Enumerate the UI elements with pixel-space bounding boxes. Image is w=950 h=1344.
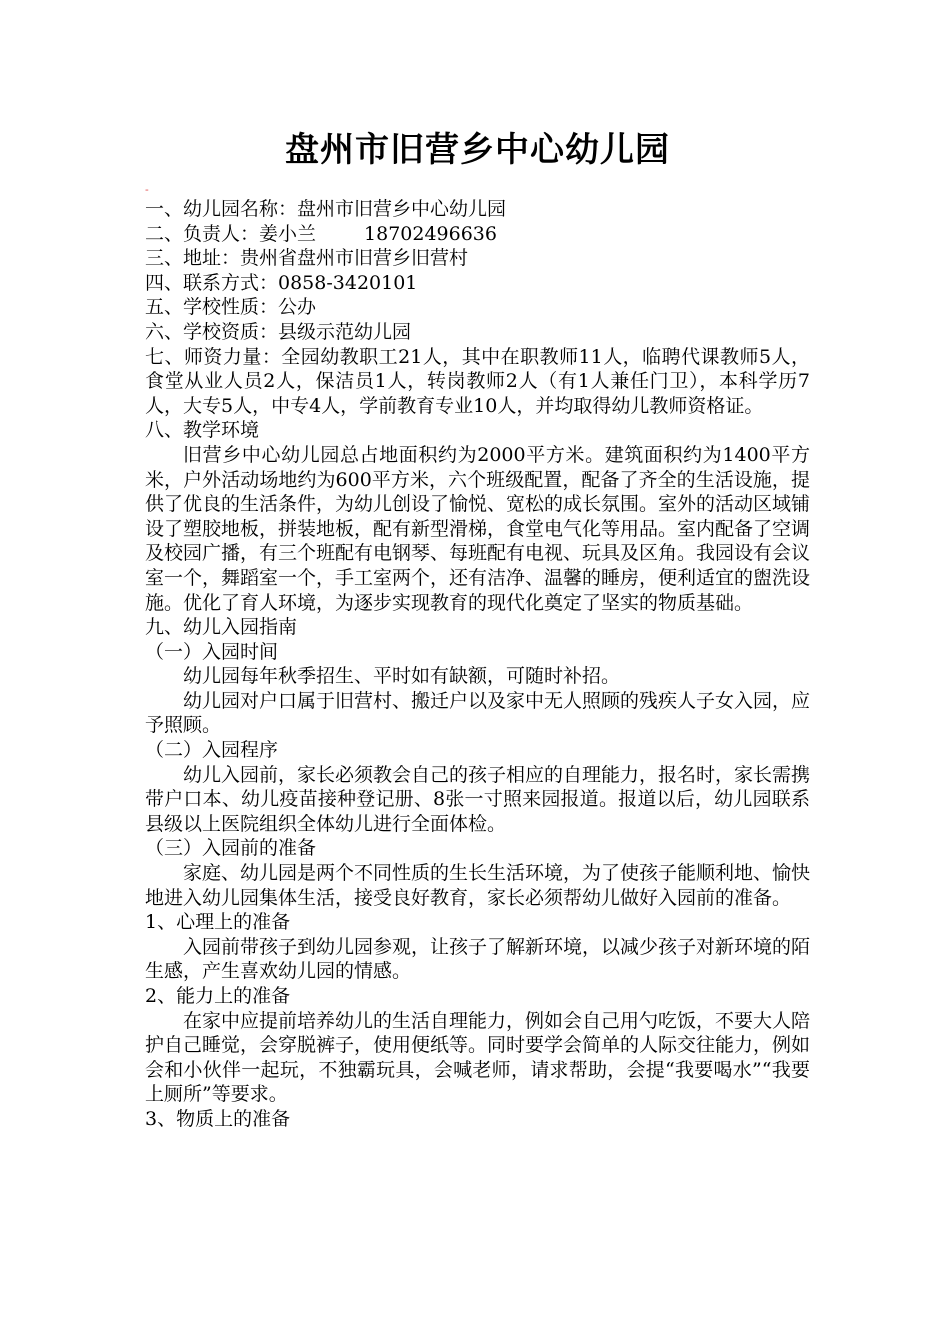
guide-heading: 九、幼儿入园指南 <box>145 616 298 639</box>
item-staff: 七、师资力量：全园幼教职工21人，其中在职教师11人，临聘代课教师5人，食堂从业人员2人，保洁员1人，转岗教师2人（有1人兼任门卫），本科学历7人，大专5人，中专4人，学前教育专业10人，并均取得幼儿教师资格证。 <box>145 345 810 417</box>
psych-heading: 1、心理上的准备 <box>145 911 291 934</box>
item-leader <box>145 222 810 247</box>
procedure-heading: （二）入园程序 <box>145 739 279 762</box>
prep-paragraph: 家庭、幼儿园是两个不同性质的生长生活环境，为了使孩子能顺利地、愉快地进入幼儿园集体生活，接受良好教育，家长必须帮幼儿做好入园前的准备。 <box>145 862 811 909</box>
time-paragraph-1: 幼儿园每年秋季招生、平时如有缺额，可随时补招。 <box>183 665 621 688</box>
environment-paragraph: 旧营乡中心幼儿园总占地面积约为2000平方米。建筑面积约为1400平方米，户外活动场地约为600平方米，六个班级配置，配备了齐全的生活设施，提供了优良的生活条件，为幼儿创设了愉悦、宽松的成长氛围。室外的活动区域铺设了塑胶地板，拼装地板，配有新型滑梯，食堂电气化等用品。室内配备了空调及校园广播，有三个班配有电钢琴、每班配有电视、玩具及区角。我园设有会议室一个，舞蹈室一个，手工室两个，还有洁净、温馨的睡房，便利适宜的盥洗设施。优化了育人环境，为逐步实现教育的现代化奠定了坚实的物质基础。 <box>145 443 811 614</box>
ability-heading: 2、能力上的准备 <box>145 985 291 1007</box>
item-kindergarten-name: 一、幼儿园名称：盘州市旧营乡中心幼儿园 <box>145 198 507 220</box>
time-paragraph-2: 幼儿园对户口属于旧营村、搬迁户以及家中无人照顾的残疾人子女入园，应予照顾。 <box>145 689 811 737</box>
item-qualification: 六、学校资质：县级示范幼儿园 <box>145 320 412 343</box>
item-nature: 五、学校性质：公办 <box>145 296 317 319</box>
time-heading: （一）入园时间 <box>145 640 279 663</box>
material-heading: 3、物质上的准备 <box>145 1107 291 1130</box>
leader-phone: 18702496636 <box>364 222 497 245</box>
environment-heading: 八、教学环境 <box>145 419 260 442</box>
red-mark: - <box>145 183 149 196</box>
document-title: 盘州市旧营乡中心幼儿园 <box>285 130 670 170</box>
prep-heading: （三）入园前的准备 <box>145 837 317 860</box>
ability-paragraph: 在家中应提前培养幼儿的生活自理能力，例如会自己用勺吃饭，不要大人陪护自己睡觉，会穿脱裤子，使用便纸等。同时要学会简单的人际交往能力，例如会和小伙伴一起玩，不独霸玩具，会喊老师，请求帮助，会提“我要喝水”“我要上厕所”等要求。 <box>145 1009 811 1106</box>
document-body <box>145 197 810 1132</box>
psych-paragraph: 入园前带孩子到幼儿园参观，让孩子了解新环境，以减少孩子对新环境的陌生感，产生喜欢幼儿园的情感。 <box>145 935 811 983</box>
leader-label: 二、负责人：姜小兰 <box>145 222 317 245</box>
item-contact: 四、联系方式：0858-3420101 <box>145 271 418 294</box>
item-address: 三、地址：贵州省盘州市旧营乡旧营村 <box>145 247 469 270</box>
procedure-paragraph: 幼儿入园前，家长必须教会自己的孩子相应的自理能力，报名时，家长需携带户口本、幼儿疫苗接种登记册、8张一寸照来园报道。报道以后，幼儿园联系县级以上医院组织全体幼儿进行全面体检。 <box>145 763 811 835</box>
